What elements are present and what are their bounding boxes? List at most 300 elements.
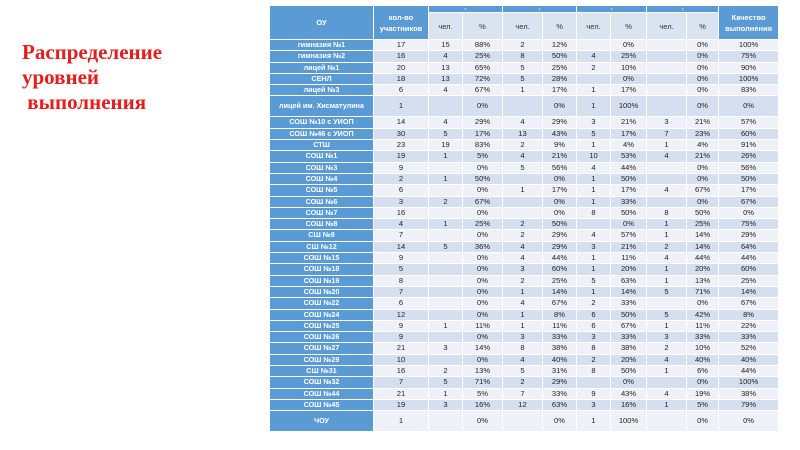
- quality-cell: 29%: [719, 230, 779, 241]
- grade5-chel-cell: [429, 332, 463, 343]
- school-name-cell: СОШ №27: [270, 343, 374, 354]
- grade5-chel-cell: 1: [429, 173, 463, 184]
- grade5-pct-cell: 0%: [463, 286, 503, 297]
- grade5-pct-cell: 0%: [463, 309, 503, 320]
- slide-title: [22, 40, 162, 115]
- grade5-pct-cell: 72%: [463, 73, 503, 84]
- grade2-pct-cell: 19%: [687, 388, 719, 399]
- grade2-chel-cell: 7: [647, 128, 687, 139]
- header-ou: ОУ: [270, 6, 374, 40]
- grade3-pct-cell: 50%: [611, 309, 647, 320]
- grade4-pct-cell: 29%: [543, 230, 577, 241]
- header-4-chel: чел.: [503, 13, 543, 40]
- grade5-chel-cell: [429, 207, 463, 218]
- grade3-pct-cell: 38%: [611, 343, 647, 354]
- grade4-pct-cell: 40%: [543, 354, 577, 365]
- grade5-chel-cell: [429, 185, 463, 196]
- grade5-chel-cell: [429, 411, 463, 432]
- table-row: [270, 332, 779, 343]
- grade5-pct-cell: 13%: [463, 366, 503, 377]
- grade3-pct-cell: 4%: [611, 140, 647, 151]
- grade5-pct-cell: 88%: [463, 40, 503, 51]
- grade2-pct-cell: 0%: [687, 162, 719, 173]
- grade3-chel-cell: 1: [577, 196, 611, 207]
- grade5-pct-cell: 0%: [463, 207, 503, 218]
- grade5-chel-cell: 2: [429, 196, 463, 207]
- grade3-pct-cell: 57%: [611, 230, 647, 241]
- grade4-pct-cell: 21%: [543, 151, 577, 162]
- grade3-chel-cell: 8: [577, 343, 611, 354]
- grade3-pct-cell: 0%: [611, 377, 647, 388]
- grade4-chel-cell: 5: [503, 73, 543, 84]
- grade2-chel-cell: 4: [647, 185, 687, 196]
- school-name-cell: лицей №3: [270, 85, 374, 96]
- grade3-chel-cell: 10: [577, 151, 611, 162]
- grade3-pct-cell: 16%: [611, 399, 647, 410]
- grade5-chel-cell: 19: [429, 140, 463, 151]
- quality-cell: 67%: [719, 196, 779, 207]
- count-cell: 16: [374, 207, 429, 218]
- grade5-chel-cell: 5: [429, 377, 463, 388]
- grade2-pct-cell: 0%: [687, 377, 719, 388]
- grade2-chel-cell: 4: [647, 388, 687, 399]
- slide-title-line-3: выполнения: [22, 90, 147, 114]
- grade2-pct-cell: 33%: [687, 332, 719, 343]
- count-cell: 4: [374, 219, 429, 230]
- grade4-chel-cell: 2: [503, 230, 543, 241]
- grade4-chel-cell: [503, 207, 543, 218]
- header-count: кол-во участников: [374, 6, 429, 40]
- grade2-pct-cell: 10%: [687, 343, 719, 354]
- grade2-pct-cell: 0%: [687, 298, 719, 309]
- grade3-pct-cell: 0%: [611, 219, 647, 230]
- grade2-pct-cell: 0%: [687, 173, 719, 184]
- header-3-chel: чел.: [577, 13, 611, 40]
- grade4-chel-cell: 4: [503, 241, 543, 252]
- table-row: [270, 309, 779, 320]
- grade5-chel-cell: 13: [429, 62, 463, 73]
- grade4-chel-cell: 4: [503, 298, 543, 309]
- grade2-pct-cell: 0%: [687, 196, 719, 207]
- table-row: [270, 85, 779, 96]
- quality-cell: 50%: [719, 173, 779, 184]
- grade5-chel-cell: [429, 96, 463, 117]
- grade5-chel-cell: 1: [429, 219, 463, 230]
- grade2-chel-cell: [647, 298, 687, 309]
- grade5-pct-cell: 16%: [463, 399, 503, 410]
- table-row: [270, 62, 779, 73]
- grade4-pct-cell: 29%: [543, 117, 577, 128]
- quality-cell: 17%: [719, 185, 779, 196]
- school-name-cell: СОШ №26: [270, 332, 374, 343]
- header-quality: Качество выполнения: [719, 6, 779, 40]
- grade3-pct-cell: 10%: [611, 62, 647, 73]
- school-name-cell: СОШ №15: [270, 253, 374, 264]
- grade3-pct-cell: 50%: [611, 207, 647, 218]
- grade2-chel-cell: 1: [647, 230, 687, 241]
- quality-cell: 8%: [719, 309, 779, 320]
- quality-cell: 52%: [719, 343, 779, 354]
- quality-cell: 33%: [719, 332, 779, 343]
- quality-cell: 60%: [719, 128, 779, 139]
- grade4-chel-cell: 3: [503, 332, 543, 343]
- grade4-chel-cell: 1: [503, 185, 543, 196]
- grade3-chel-cell: 1: [577, 264, 611, 275]
- school-name-cell: СОШ №45: [270, 399, 374, 410]
- grade4-chel-cell: 2: [503, 40, 543, 51]
- header-group-3: 3: [577, 6, 647, 13]
- grade5-pct-cell: 25%: [463, 51, 503, 62]
- school-name-cell: СОШ №6: [270, 196, 374, 207]
- table-row: [270, 286, 779, 297]
- school-name-cell: СОШ №24: [270, 309, 374, 320]
- grade5-pct-cell: 50%: [463, 173, 503, 184]
- grade3-chel-cell: 4: [577, 162, 611, 173]
- grade3-chel-cell: 1: [577, 85, 611, 96]
- table-row: [270, 230, 779, 241]
- grade2-chel-cell: 4: [647, 253, 687, 264]
- count-cell: 8: [374, 275, 429, 286]
- grade5-chel-cell: 4: [429, 51, 463, 62]
- grade5-chel-cell: [429, 354, 463, 365]
- results-table-container: [269, 0, 779, 432]
- grade4-pct-cell: 25%: [543, 275, 577, 286]
- grade2-pct-cell: 40%: [687, 354, 719, 365]
- grade3-pct-cell: 20%: [611, 354, 647, 365]
- quality-cell: 57%: [719, 117, 779, 128]
- grade4-pct-cell: 28%: [543, 73, 577, 84]
- grade5-chel-cell: [429, 286, 463, 297]
- table-row: [270, 151, 779, 162]
- table-row: [270, 320, 779, 331]
- school-name-cell: СЕНЛ: [270, 73, 374, 84]
- count-cell: 16: [374, 51, 429, 62]
- count-cell: 1: [374, 96, 429, 117]
- grade4-pct-cell: 60%: [543, 264, 577, 275]
- quality-cell: 100%: [719, 377, 779, 388]
- grade2-chel-cell: 4: [647, 354, 687, 365]
- grade3-chel-cell: 2: [577, 62, 611, 73]
- grade4-pct-cell: 0%: [543, 207, 577, 218]
- grade2-chel-cell: [647, 377, 687, 388]
- grade2-chel-cell: 4: [647, 151, 687, 162]
- quality-cell: 83%: [719, 85, 779, 96]
- count-cell: 17: [374, 40, 429, 51]
- grade5-chel-cell: 5: [429, 241, 463, 252]
- grade3-pct-cell: 11%: [611, 253, 647, 264]
- grade5-pct-cell: 71%: [463, 377, 503, 388]
- header-5-pct: %: [463, 13, 503, 40]
- table-row: [270, 185, 779, 196]
- count-cell: 21: [374, 343, 429, 354]
- grade2-pct-cell: 0%: [687, 85, 719, 96]
- count-cell: 7: [374, 286, 429, 297]
- count-cell: 7: [374, 230, 429, 241]
- grade3-chel-cell: 4: [577, 230, 611, 241]
- school-name-cell: СШ №9: [270, 230, 374, 241]
- grade3-chel-cell: [577, 40, 611, 51]
- grade3-pct-cell: 0%: [611, 73, 647, 84]
- grade2-chel-cell: [647, 96, 687, 117]
- grade4-pct-cell: 25%: [543, 62, 577, 73]
- school-name-cell: СОШ №32: [270, 377, 374, 388]
- grade5-pct-cell: 17%: [463, 128, 503, 139]
- grade3-pct-cell: 63%: [611, 275, 647, 286]
- school-name-cell: СТШ: [270, 140, 374, 151]
- table-row: [270, 162, 779, 173]
- grade4-chel-cell: 1: [503, 286, 543, 297]
- school-name-cell: СОШ №10 с УИОП: [270, 117, 374, 128]
- grade2-pct-cell: 0%: [687, 411, 719, 432]
- grade2-chel-cell: 3: [647, 117, 687, 128]
- header-5-chel: чел.: [429, 13, 463, 40]
- school-name-cell: СОШ №3: [270, 162, 374, 173]
- count-cell: 9: [374, 253, 429, 264]
- grade5-pct-cell: 36%: [463, 241, 503, 252]
- grade2-chel-cell: 5: [647, 309, 687, 320]
- grade2-chel-cell: [647, 73, 687, 84]
- count-cell: 9: [374, 162, 429, 173]
- grade3-pct-cell: 33%: [611, 196, 647, 207]
- grade5-chel-cell: [429, 253, 463, 264]
- grade3-pct-cell: 17%: [611, 185, 647, 196]
- quality-cell: 40%: [719, 354, 779, 365]
- grade4-pct-cell: 50%: [543, 51, 577, 62]
- school-name-cell: СШ №12: [270, 241, 374, 252]
- quality-cell: 44%: [719, 366, 779, 377]
- school-name-cell: СОШ №44: [270, 388, 374, 399]
- header-2-chel: чел.: [647, 13, 687, 40]
- table-row: [270, 51, 779, 62]
- grade2-pct-cell: 0%: [687, 40, 719, 51]
- grade4-pct-cell: 0%: [543, 411, 577, 432]
- quality-cell: 0%: [719, 207, 779, 218]
- grade4-pct-cell: 17%: [543, 85, 577, 96]
- grade5-pct-cell: 0%: [463, 253, 503, 264]
- grade4-chel-cell: 8: [503, 51, 543, 62]
- quality-cell: 0%: [719, 96, 779, 117]
- grade2-pct-cell: 21%: [687, 117, 719, 128]
- grade4-pct-cell: 50%: [543, 219, 577, 230]
- grade2-pct-cell: 25%: [687, 219, 719, 230]
- grade4-chel-cell: 8: [503, 343, 543, 354]
- grade4-pct-cell: 33%: [543, 388, 577, 399]
- grade2-chel-cell: 8: [647, 207, 687, 218]
- count-cell: 6: [374, 185, 429, 196]
- header-group-4: 4: [503, 6, 577, 13]
- grade5-chel-cell: [429, 162, 463, 173]
- grade2-chel-cell: [647, 85, 687, 96]
- grade4-chel-cell: [503, 411, 543, 432]
- grade2-chel-cell: 3: [647, 332, 687, 343]
- grade2-pct-cell: 20%: [687, 264, 719, 275]
- grade2-chel-cell: 1: [647, 140, 687, 151]
- table-row: [270, 173, 779, 184]
- grade2-chel-cell: [647, 411, 687, 432]
- grade2-pct-cell: 13%: [687, 275, 719, 286]
- table-row: [270, 73, 779, 84]
- grade2-pct-cell: 44%: [687, 253, 719, 264]
- grade2-pct-cell: 67%: [687, 185, 719, 196]
- grade3-pct-cell: 50%: [611, 173, 647, 184]
- grade2-pct-cell: 0%: [687, 51, 719, 62]
- grade3-chel-cell: 1: [577, 140, 611, 151]
- header-2-pct: %: [687, 13, 719, 40]
- header-group-2: 2: [647, 6, 719, 13]
- grade4-pct-cell: 56%: [543, 162, 577, 173]
- grade5-pct-cell: 5%: [463, 151, 503, 162]
- grade5-pct-cell: 0%: [463, 230, 503, 241]
- grade4-pct-cell: 17%: [543, 185, 577, 196]
- quality-cell: 25%: [719, 275, 779, 286]
- table-row: [270, 354, 779, 365]
- school-name-cell: СОШ №4: [270, 173, 374, 184]
- grade4-chel-cell: 1: [503, 85, 543, 96]
- quality-cell: 64%: [719, 241, 779, 252]
- grade5-pct-cell: 14%: [463, 343, 503, 354]
- grade4-chel-cell: 5: [503, 62, 543, 73]
- table-row: [270, 207, 779, 218]
- grade5-pct-cell: 0%: [463, 354, 503, 365]
- grade3-chel-cell: 2: [577, 354, 611, 365]
- count-cell: 23: [374, 140, 429, 151]
- grade2-pct-cell: 71%: [687, 286, 719, 297]
- grade3-chel-cell: 3: [577, 332, 611, 343]
- grade3-chel-cell: 5: [577, 275, 611, 286]
- grade5-chel-cell: 4: [429, 117, 463, 128]
- grade4-chel-cell: 7: [503, 388, 543, 399]
- quality-cell: 14%: [719, 286, 779, 297]
- grade2-chel-cell: [647, 62, 687, 73]
- grade4-chel-cell: [503, 96, 543, 117]
- grade3-chel-cell: 1: [577, 253, 611, 264]
- table-row: [270, 140, 779, 151]
- table-row: [270, 40, 779, 51]
- quality-cell: 67%: [719, 298, 779, 309]
- school-name-cell: СОШ №20: [270, 286, 374, 297]
- results-table: [269, 5, 779, 432]
- grade2-chel-cell: 2: [647, 241, 687, 252]
- grade4-pct-cell: 29%: [543, 377, 577, 388]
- school-name-cell: СОШ №7: [270, 207, 374, 218]
- grade5-chel-cell: [429, 275, 463, 286]
- grade3-pct-cell: 67%: [611, 320, 647, 331]
- grade3-pct-cell: 33%: [611, 298, 647, 309]
- count-cell: 1: [374, 411, 429, 432]
- school-name-cell: лицей им. Хисматулина: [270, 96, 374, 117]
- table-row: [270, 117, 779, 128]
- table-row: [270, 96, 779, 117]
- grade4-chel-cell: 2: [503, 140, 543, 151]
- grade4-chel-cell: 12: [503, 399, 543, 410]
- school-name-cell: СШ №31: [270, 366, 374, 377]
- count-cell: 18: [374, 73, 429, 84]
- grade3-chel-cell: 8: [577, 366, 611, 377]
- grade2-chel-cell: 2: [647, 343, 687, 354]
- count-cell: 7: [374, 377, 429, 388]
- grade3-chel-cell: 1: [577, 96, 611, 117]
- quality-cell: 100%: [719, 40, 779, 51]
- table-row: [270, 253, 779, 264]
- count-cell: 12: [374, 309, 429, 320]
- grade5-pct-cell: 25%: [463, 219, 503, 230]
- grade3-chel-cell: 3: [577, 117, 611, 128]
- quality-cell: 91%: [719, 140, 779, 151]
- grade4-pct-cell: 33%: [543, 332, 577, 343]
- grade5-pct-cell: 67%: [463, 196, 503, 207]
- school-name-cell: СОШ №8: [270, 219, 374, 230]
- quality-cell: 90%: [719, 62, 779, 73]
- count-cell: 5: [374, 264, 429, 275]
- quality-cell: 0%: [719, 411, 779, 432]
- grade3-pct-cell: 21%: [611, 241, 647, 252]
- count-cell: 9: [374, 332, 429, 343]
- count-cell: 16: [374, 366, 429, 377]
- quality-cell: 100%: [719, 73, 779, 84]
- quality-cell: 56%: [719, 162, 779, 173]
- grade3-pct-cell: 17%: [611, 85, 647, 96]
- grade2-pct-cell: 11%: [687, 320, 719, 331]
- grade3-chel-cell: [577, 377, 611, 388]
- grade2-chel-cell: [647, 162, 687, 173]
- grade2-chel-cell: 1: [647, 275, 687, 286]
- count-cell: 19: [374, 151, 429, 162]
- grade2-pct-cell: 23%: [687, 128, 719, 139]
- grade2-pct-cell: 14%: [687, 241, 719, 252]
- school-name-cell: СОШ №1: [270, 151, 374, 162]
- grade4-chel-cell: 5: [503, 162, 543, 173]
- grade5-chel-cell: [429, 264, 463, 275]
- grade2-chel-cell: [647, 196, 687, 207]
- table-row: [270, 196, 779, 207]
- grade4-pct-cell: 31%: [543, 366, 577, 377]
- quality-cell: 44%: [719, 253, 779, 264]
- grade3-pct-cell: 0%: [611, 40, 647, 51]
- grade2-pct-cell: 4%: [687, 140, 719, 151]
- grade5-pct-cell: 0%: [463, 264, 503, 275]
- grade4-chel-cell: [503, 196, 543, 207]
- header-4-pct: %: [543, 13, 577, 40]
- grade3-pct-cell: 100%: [611, 411, 647, 432]
- grade5-pct-cell: 0%: [463, 185, 503, 196]
- grade3-pct-cell: 100%: [611, 96, 647, 117]
- grade2-chel-cell: 1: [647, 264, 687, 275]
- grade4-pct-cell: 12%: [543, 40, 577, 51]
- grade4-pct-cell: 63%: [543, 399, 577, 410]
- grade3-chel-cell: 4: [577, 51, 611, 62]
- table-row: [270, 399, 779, 410]
- grade3-chel-cell: 1: [577, 411, 611, 432]
- grade5-chel-cell: 15: [429, 40, 463, 51]
- grade3-pct-cell: 44%: [611, 162, 647, 173]
- grade5-chel-cell: [429, 298, 463, 309]
- grade3-pct-cell: 17%: [611, 128, 647, 139]
- grade4-pct-cell: 9%: [543, 140, 577, 151]
- grade2-chel-cell: 1: [647, 366, 687, 377]
- table-row: [270, 366, 779, 377]
- grade4-chel-cell: 4: [503, 117, 543, 128]
- grade2-chel-cell: 5: [647, 286, 687, 297]
- school-name-cell: СОШ №5: [270, 185, 374, 196]
- grade5-chel-cell: [429, 230, 463, 241]
- grade4-pct-cell: 8%: [543, 309, 577, 320]
- table-row: [270, 343, 779, 354]
- school-name-cell: СОШ №22: [270, 298, 374, 309]
- grade3-chel-cell: 3: [577, 399, 611, 410]
- quality-cell: 26%: [719, 151, 779, 162]
- grade4-pct-cell: 11%: [543, 320, 577, 331]
- school-name-cell: СОШ №18: [270, 264, 374, 275]
